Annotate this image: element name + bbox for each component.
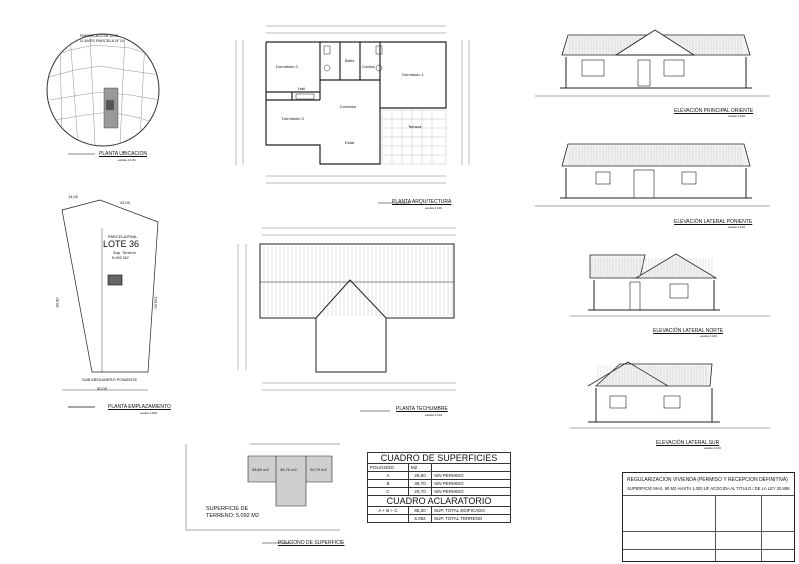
table-cell: SIN PERMISO bbox=[432, 472, 511, 480]
floor-plan-caption: PLANTA ARQUITECTURA bbox=[392, 199, 452, 205]
table-cell: 20,70 bbox=[409, 488, 432, 496]
surface-table-header: M2 bbox=[409, 464, 432, 472]
elevation-oriente-scale: escala 1:100 bbox=[728, 114, 746, 118]
table-cell: A + B + C bbox=[368, 507, 409, 515]
polygon-label-line1: SUPERFICIE DE bbox=[206, 506, 249, 512]
elevation-poniente-drawing bbox=[535, 144, 770, 206]
elevation-poniente-caption: ELEVACIÓN LATERAL PONIENTE bbox=[674, 219, 753, 225]
elevation-poniente-scale: escala 1:100 bbox=[728, 225, 746, 229]
site-plan-scale: escala 1:500 bbox=[140, 411, 158, 415]
table-row bbox=[368, 472, 511, 480]
polygon-area-c: 20,70 m2 bbox=[310, 467, 327, 472]
elevation-norte-caption: ELEVACIÓN LATERAL NORTE bbox=[653, 328, 724, 334]
table-cell: C bbox=[368, 488, 409, 496]
room-cocina: Cocina bbox=[362, 64, 375, 69]
title-block-line1: REGULARIZACION VIVIENDA (PERMISO Y RECEPCION DEFINITIVA) bbox=[627, 477, 788, 483]
table-cell: A bbox=[368, 472, 409, 480]
location-plan-scale: escala 1:1.5k bbox=[118, 158, 136, 162]
table-row bbox=[368, 488, 511, 496]
site-dim-top-b: 43,00 bbox=[120, 200, 131, 205]
table-row bbox=[368, 515, 511, 523]
site-parcel-label: PARCELA/FINA bbox=[108, 234, 137, 239]
surface-polygon-drawing bbox=[186, 444, 340, 543]
table-cell: 28,60 bbox=[409, 472, 432, 480]
room-bano: Baño bbox=[345, 58, 355, 63]
location-parcel-label: PARCELACION DOS LLAVES PARCELA N°14 bbox=[80, 33, 125, 43]
site-dim-top-a: 14,00 bbox=[68, 194, 79, 199]
site-plan-drawing bbox=[62, 200, 158, 407]
surface-table bbox=[367, 452, 511, 523]
title-block bbox=[622, 472, 795, 562]
roof-plan-scale: escala 1:100 bbox=[425, 413, 443, 417]
surface-table-subtitle: CUADRO ACLARATORIO bbox=[368, 496, 511, 507]
table-cell: 38,70 bbox=[409, 480, 432, 488]
polygon-area-b: 38,70 m2 bbox=[280, 467, 297, 472]
table-cell: B bbox=[368, 480, 409, 488]
room-comedor: Comedor bbox=[340, 104, 357, 109]
title-block-line2: SUPERFICIE MAX. 90 M2 HASTA 1.000 UF ACOGIDA AL TITULO I DE LA LEY 20.898 bbox=[627, 486, 790, 491]
roof-plan-caption: PLANTA TECHUMBRE bbox=[396, 406, 448, 412]
room-hall: Hall bbox=[298, 86, 305, 91]
site-dim-left: 80,00 bbox=[54, 297, 60, 308]
table-cell: SUP. TOTAL EDIFICADO bbox=[432, 507, 511, 515]
site-area-value: 5.092 M2 bbox=[112, 255, 129, 260]
room-dormitorio-2: Dormitorio 2 bbox=[276, 64, 298, 69]
elevation-sur-drawing bbox=[570, 362, 770, 428]
room-terraza: Terraza bbox=[408, 124, 422, 129]
surface-table-header: POLIGONO bbox=[368, 464, 409, 472]
surface-table-title: CUADRO DE SUPERFICIES bbox=[368, 453, 511, 464]
elevation-norte-drawing bbox=[570, 254, 770, 316]
polygon-label-line2: TERRENO: 5.092 M2 bbox=[206, 513, 259, 519]
site-dim-right: 106,00 bbox=[153, 296, 159, 309]
surface-table-header bbox=[432, 464, 511, 472]
room-estar: Estar bbox=[345, 140, 355, 145]
table-cell: SIN PERMISO bbox=[432, 488, 511, 496]
site-street-label: SUB MEDIANERO PONIENTE bbox=[82, 377, 138, 382]
table-cell: SUP. TOTAL TERRENO bbox=[432, 515, 511, 523]
table-cell: 88,20 bbox=[409, 507, 432, 515]
table-cell bbox=[368, 515, 409, 523]
polygon-area-a: 28,60 m2 bbox=[252, 467, 269, 472]
elevation-sur-scale: escala 1:100 bbox=[704, 446, 722, 450]
site-lot-label: LOTE 36 bbox=[103, 239, 140, 249]
roof-plan-drawing bbox=[238, 228, 456, 411]
table-cell: SIN PERMISO bbox=[432, 480, 511, 488]
site-area-label: Sup. Terreno bbox=[113, 250, 136, 255]
room-dormitorio-1: Dormitorio 1 bbox=[402, 72, 424, 77]
site-dim-bottom: 50,00 bbox=[97, 386, 108, 391]
surface-polygon-caption: POLIGONO DE SUPERFICIE bbox=[278, 540, 345, 546]
elevation-norte-scale: escala 1:100 bbox=[700, 334, 718, 338]
table-row bbox=[368, 507, 511, 515]
floor-plan-scale: escala 1:100 bbox=[425, 206, 443, 210]
site-plan-caption: PLANTA EMPLAZAMIENTO bbox=[108, 404, 171, 410]
location-plan-drawing bbox=[45, 34, 160, 154]
elevation-oriente-caption: ELEVACIÓN PRINCIPAL ORIENTE bbox=[674, 108, 754, 114]
floor-plan-drawing bbox=[236, 26, 469, 203]
location-plan-caption: PLANTA UBICACION bbox=[99, 151, 147, 157]
elevation-oriente-drawing bbox=[535, 30, 770, 96]
table-row bbox=[368, 480, 511, 488]
room-dormitorio-3: Dormitorio 3 bbox=[282, 116, 304, 121]
table-cell: 5.092 bbox=[409, 515, 432, 523]
elevation-sur-caption: ELEVACIÓN LATERAL SUR bbox=[656, 440, 720, 446]
